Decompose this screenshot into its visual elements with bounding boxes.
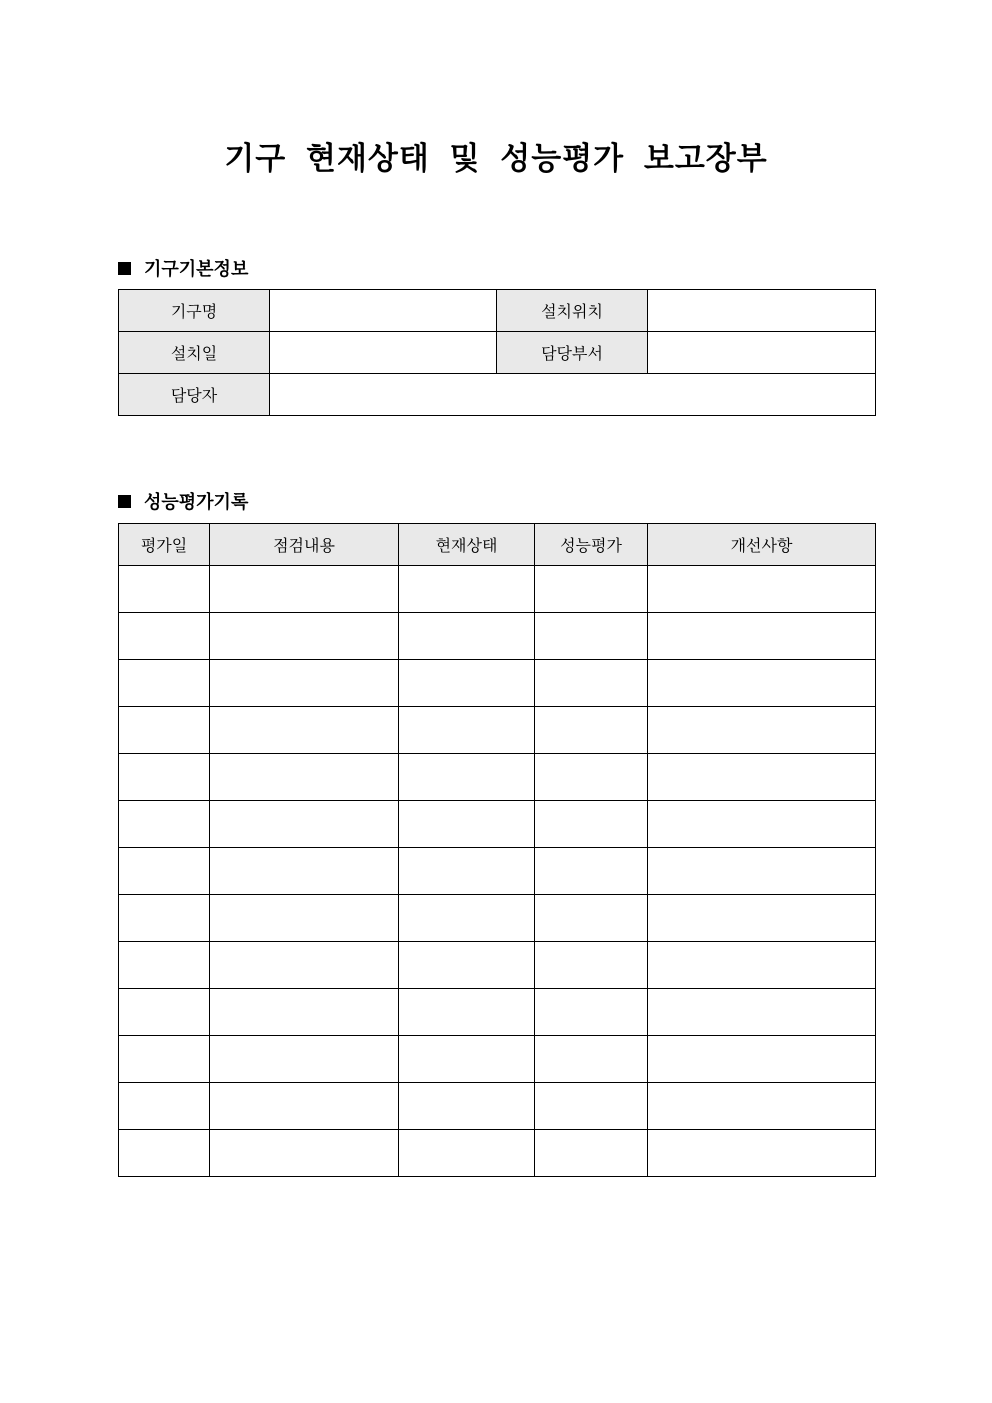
value-department[interactable] <box>648 332 876 374</box>
cell-eval-date[interactable] <box>119 1083 210 1130</box>
table-row <box>119 1036 876 1083</box>
cell-performance[interactable] <box>535 848 648 895</box>
cell-status[interactable] <box>399 895 535 942</box>
cell-inspection[interactable] <box>210 660 399 707</box>
cell-status[interactable] <box>399 566 535 613</box>
cell-inspection[interactable] <box>210 801 399 848</box>
cell-eval-date[interactable] <box>119 989 210 1036</box>
cell-improvement[interactable] <box>648 1036 876 1083</box>
cell-status[interactable] <box>399 754 535 801</box>
cell-inspection[interactable] <box>210 942 399 989</box>
cell-eval-date[interactable] <box>119 707 210 754</box>
value-manager[interactable] <box>270 374 876 416</box>
cell-improvement[interactable] <box>648 1130 876 1177</box>
cell-status[interactable] <box>399 942 535 989</box>
cell-performance[interactable] <box>535 566 648 613</box>
cell-eval-date[interactable] <box>119 754 210 801</box>
cell-status[interactable] <box>399 660 535 707</box>
cell-improvement[interactable] <box>648 1083 876 1130</box>
cell-eval-date[interactable] <box>119 613 210 660</box>
cell-status[interactable] <box>399 989 535 1036</box>
cell-performance[interactable] <box>535 989 648 1036</box>
cell-improvement[interactable] <box>648 566 876 613</box>
cell-improvement[interactable] <box>648 707 876 754</box>
cell-eval-date[interactable] <box>119 1036 210 1083</box>
table-row <box>119 374 876 416</box>
label-department: 담당부서 <box>497 332 648 374</box>
value-install-date[interactable] <box>270 332 497 374</box>
cell-inspection[interactable] <box>210 1083 399 1130</box>
cell-performance[interactable] <box>535 613 648 660</box>
cell-status[interactable] <box>399 848 535 895</box>
cell-eval-date[interactable] <box>119 848 210 895</box>
cell-eval-date[interactable] <box>119 1130 210 1177</box>
cell-eval-date[interactable] <box>119 566 210 613</box>
evaluation-table <box>118 523 876 1177</box>
cell-inspection[interactable] <box>210 848 399 895</box>
cell-improvement[interactable] <box>648 754 876 801</box>
cell-eval-date[interactable] <box>119 895 210 942</box>
label-manager: 담당자 <box>119 374 270 416</box>
page-title: 기구 현재상태 및 성능평가 보고장부 <box>224 141 768 177</box>
column-header-status: 현재상태 <box>399 524 535 566</box>
table-row <box>119 754 876 801</box>
table-row <box>119 707 876 754</box>
cell-inspection[interactable] <box>210 989 399 1036</box>
square-bullet-icon <box>118 262 131 275</box>
cell-eval-date[interactable] <box>119 660 210 707</box>
cell-performance[interactable] <box>535 707 648 754</box>
cell-inspection[interactable] <box>210 566 399 613</box>
cell-performance[interactable] <box>535 942 648 989</box>
value-name[interactable] <box>270 290 497 332</box>
cell-inspection[interactable] <box>210 613 399 660</box>
section-heading-label: 기구기본정보 <box>144 259 249 280</box>
cell-status[interactable] <box>399 707 535 754</box>
label-location: 설치위치 <box>497 290 648 332</box>
column-header-performance: 성능평가 <box>535 524 648 566</box>
value-location[interactable] <box>648 290 876 332</box>
evaluation-table-body <box>119 566 876 1177</box>
cell-improvement[interactable] <box>648 895 876 942</box>
cell-status[interactable] <box>399 613 535 660</box>
section-heading-label: 성능평가기록 <box>144 492 249 513</box>
table-row <box>119 290 876 332</box>
table-row <box>119 660 876 707</box>
cell-performance[interactable] <box>535 801 648 848</box>
cell-improvement[interactable] <box>648 942 876 989</box>
table-row <box>119 332 876 374</box>
cell-inspection[interactable] <box>210 754 399 801</box>
cell-eval-date[interactable] <box>119 801 210 848</box>
cell-improvement[interactable] <box>648 613 876 660</box>
basic-info-table <box>118 289 876 416</box>
cell-improvement[interactable] <box>648 801 876 848</box>
table-row <box>119 1083 876 1130</box>
cell-improvement[interactable] <box>648 660 876 707</box>
cell-inspection[interactable] <box>210 707 399 754</box>
square-bullet-icon <box>118 495 131 508</box>
cell-performance[interactable] <box>535 660 648 707</box>
cell-eval-date[interactable] <box>119 942 210 989</box>
section-heading-basic-info <box>118 255 248 281</box>
section-heading-evaluation <box>118 488 248 514</box>
table-row <box>119 1130 876 1177</box>
cell-status[interactable] <box>399 1130 535 1177</box>
cell-performance[interactable] <box>535 1036 648 1083</box>
label-name: 기구명 <box>119 290 270 332</box>
table-row <box>119 801 876 848</box>
table-row <box>119 566 876 613</box>
table-row <box>119 895 876 942</box>
column-header-eval-date: 평가일 <box>119 524 210 566</box>
cell-inspection[interactable] <box>210 1130 399 1177</box>
cell-status[interactable] <box>399 1036 535 1083</box>
cell-inspection[interactable] <box>210 895 399 942</box>
column-header-inspection: 점검내용 <box>210 524 399 566</box>
cell-performance[interactable] <box>535 1083 648 1130</box>
table-row <box>119 989 876 1036</box>
cell-status[interactable] <box>399 1083 535 1130</box>
table-row <box>119 942 876 989</box>
table-row <box>119 613 876 660</box>
cell-performance[interactable] <box>535 754 648 801</box>
column-header-improvement: 개선사항 <box>648 524 876 566</box>
table-row <box>119 848 876 895</box>
cell-improvement[interactable] <box>648 989 876 1036</box>
label-install-date: 설치일 <box>119 332 270 374</box>
cell-performance[interactable] <box>535 895 648 942</box>
cell-inspection[interactable] <box>210 1036 399 1083</box>
cell-status[interactable] <box>399 801 535 848</box>
cell-improvement[interactable] <box>648 848 876 895</box>
cell-performance[interactable] <box>535 1130 648 1177</box>
table-header-row <box>119 524 876 566</box>
